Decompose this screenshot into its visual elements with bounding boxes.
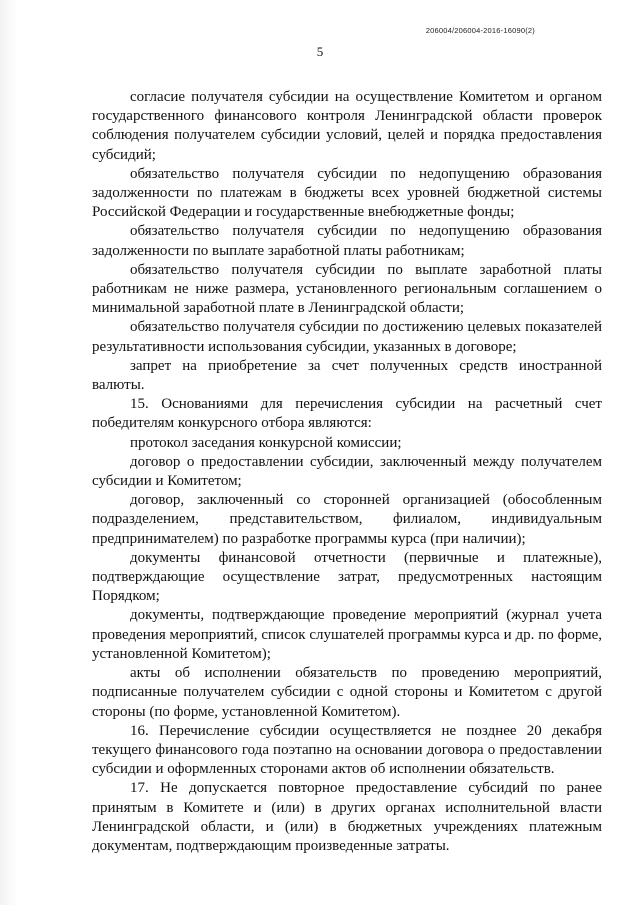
paragraph-currency-ban: запрет на приобретение за счет полученных средств иностранной валюты. — [92, 357, 602, 394]
paragraph-clause-16: 16. Перечисление субсидии осуществляется не позднее 20 декабря текущего финансового года поэтапно на основании договора о предоставлении субсидии и оформленных сторонами актов об исполнении обязательств. — [92, 722, 602, 778]
paragraph-clause-17: 17. Не допускается повторное предоставление субсидий по ранее принятым в Комитете и (или) в других органах исполнительной власти Ленинградской области, и (или) в бюджетных учреждениях платежным документам, подтверждающим произведенные затраты. — [92, 780, 602, 854]
paragraph-consent-audit: согласие получателя субсидии на осуществление Комитетом и органом государственного финансового контроля Ленинградской области проверок соблюдения получателем субсидии условий, целей и порядка предоставления субсидий; — [92, 89, 602, 163]
page-number: 5 — [316, 44, 324, 59]
paragraph-minimum-wage: обязательство получателя субсидии по выплате заработной платы работникам не ниже размера, установленного региональным соглашением о минимальной заработной плате в Ленинградской области; — [92, 261, 602, 317]
paragraph-clause-15: 15. Основаниями для перечисления субсидии на расчетный счет победителям конкурсного отбора являются: — [92, 396, 602, 432]
paragraph-performance-targets: обязательство получателя субсидии по достижению целевых показателей результативности использования субсидии, указанных в договоре; — [92, 319, 602, 355]
paragraph-commission-protocol: протокол заседания конкурсной комиссии; — [130, 434, 402, 451]
document-id: 206004/206004-2016-16090(2) — [425, 26, 535, 35]
paragraph-event-documents: документы, подтверждающие проведение мероприятий (журнал учета проведения мероприятий, список слушателей программы курса и др. по форме, установленной Комитетом); — [92, 607, 602, 662]
paragraph-no-wage-debt: обязательство получателя субсидии по недопущению образования задолженности по выплате заработной платы работникам; — [92, 223, 602, 259]
paragraph-completion-acts: акты об исполнении обязательств по проведению мероприятий, подписанные получателем субсидии с одной стороны и Комитетом с другой стороны (по форме, установленной Комитетом). — [92, 665, 602, 720]
document-body — [92, 88, 602, 856]
paragraph-financial-documents: документы финансовой отчетности (первичные и платежные), подтверждающие осуществление затрат, предусмотренных настоящим Порядком; — [92, 549, 602, 605]
paragraph-subsidy-agreement: договор о предоставлении субсидии, заключенный между получателем субсидии и Комитетом; — [92, 453, 602, 490]
scan-edge-shadow — [0, 0, 18, 905]
paragraph-no-budget-debt: обязательство получателя субсидии по недопущению образования задолженности по платежам в бюджеты всех уровней бюджетной системы Российской Федерации и государственные внебюджетные фонды; — [92, 165, 602, 221]
paragraph-third-party-contract: договор, заключенный со сторонней организацией (обособленным подразделением, представительством, филиалом, индивидуальным предпринимателем) по разработке программы курса (при наличии); — [92, 492, 602, 547]
